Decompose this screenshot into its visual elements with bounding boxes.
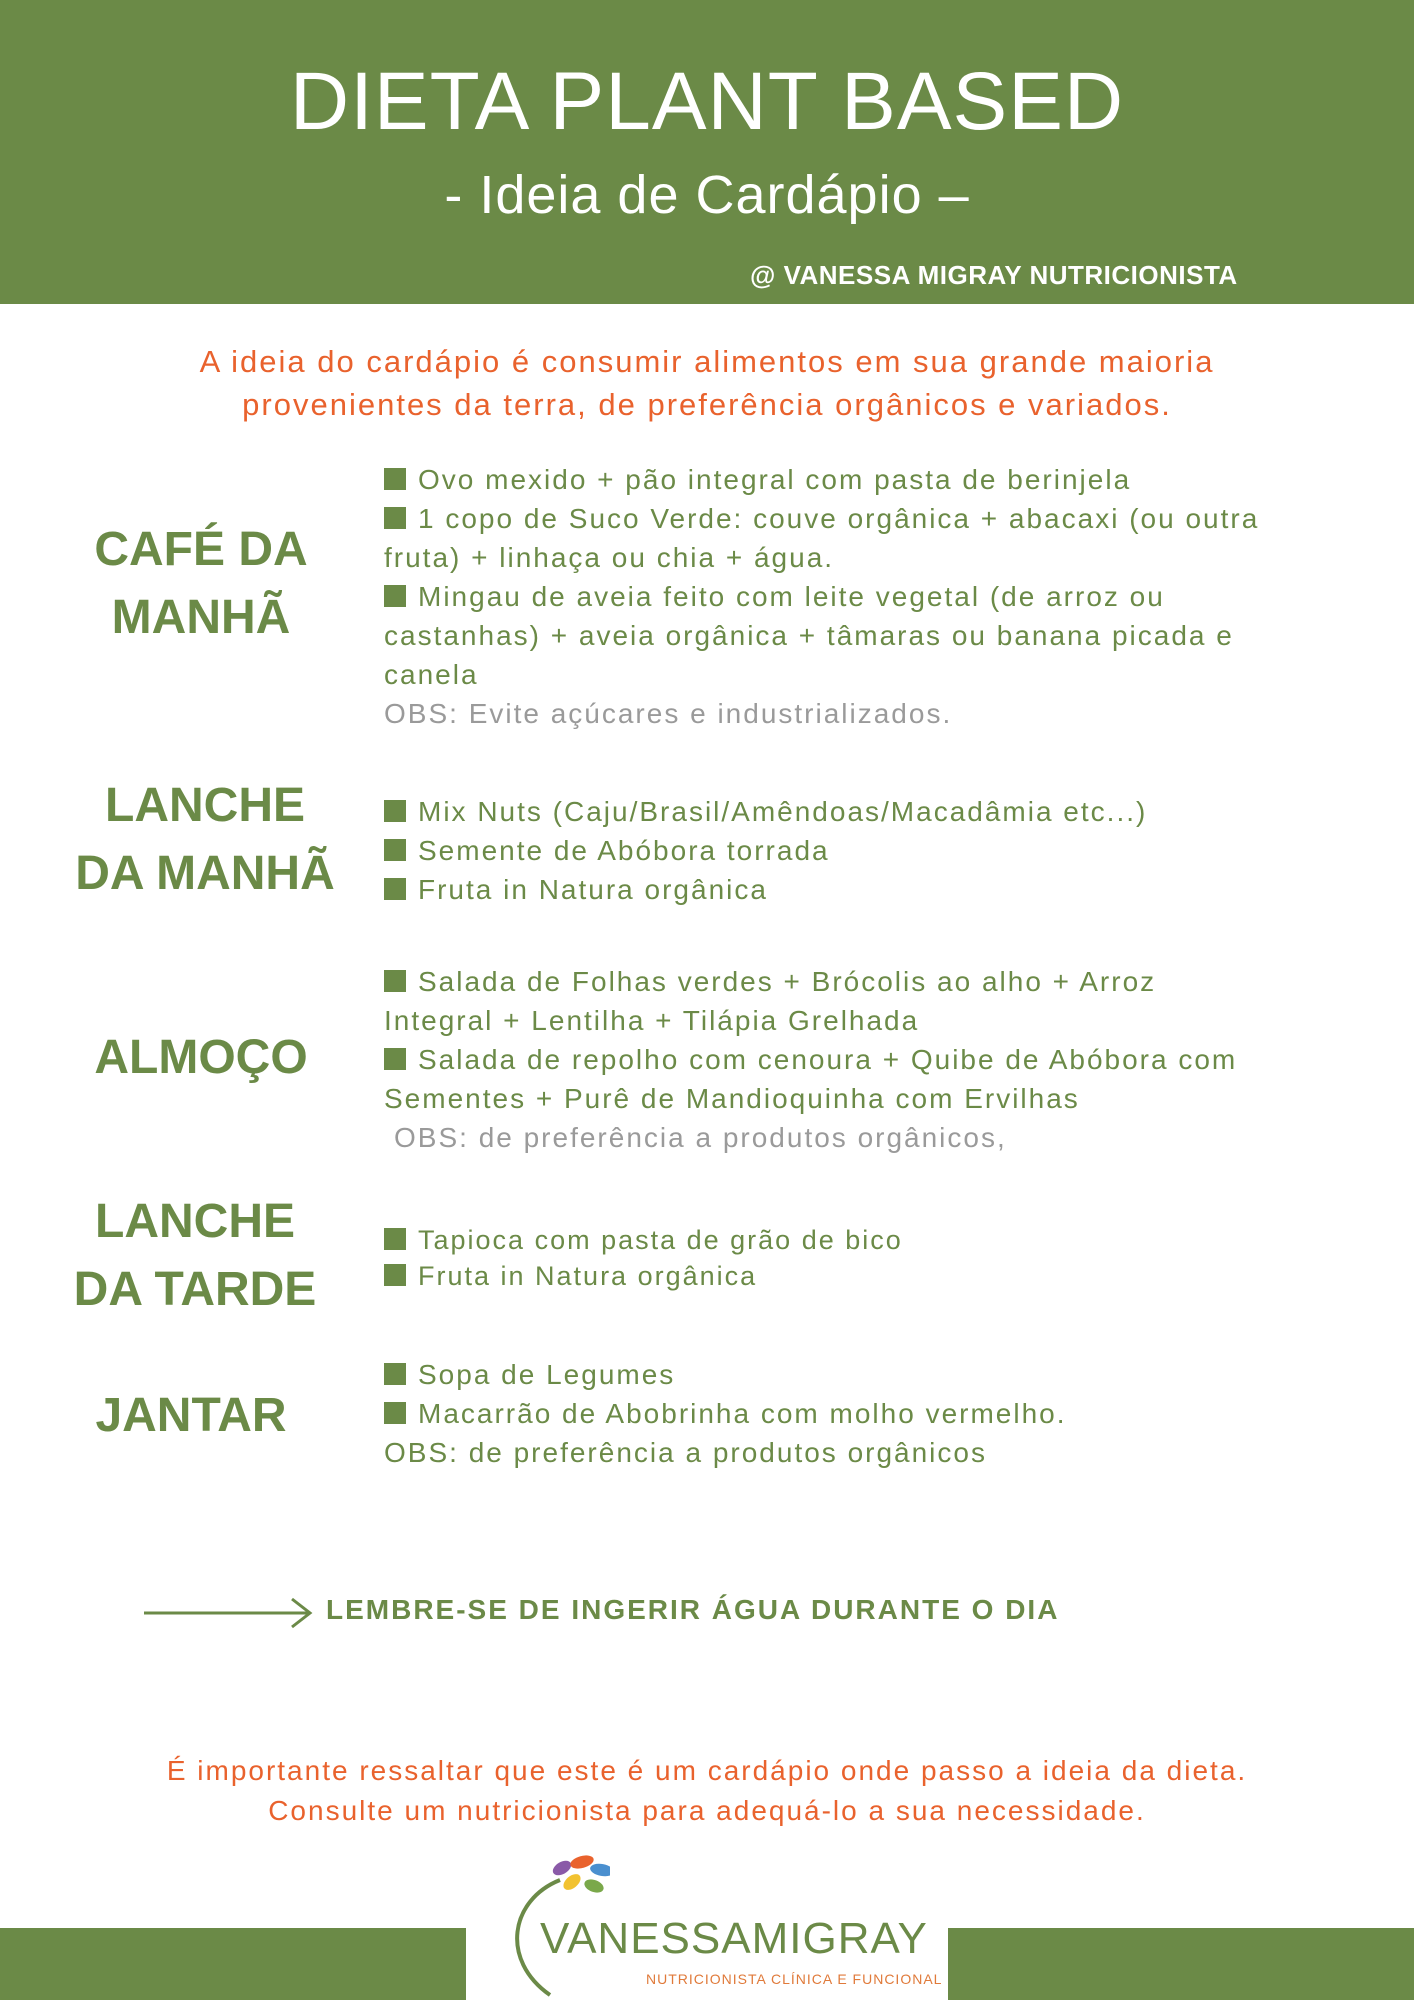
disclaimer-line: É importante ressaltar que este é um cardápio onde passo a ideia da dieta. (166, 1755, 1248, 1786)
square-bullet-icon (384, 1363, 406, 1385)
meal-title-line: MANHÃ (111, 591, 291, 644)
meal-items-lanche-da-manha (384, 792, 1394, 909)
item-text: Sopa de Legumes (418, 1359, 676, 1390)
meal-items-almoco (384, 962, 1394, 1157)
meal-items-cafe-da-manha (384, 460, 1394, 733)
disclaimer-line: Consulte um nutricionista para adequá-lo a sua necessidade. (268, 1795, 1146, 1826)
meal-title-lanche-da-tarde (10, 1188, 380, 1324)
list-item-continued (384, 655, 1394, 694)
meal-title-line: JANTAR (95, 1389, 287, 1442)
item-text: Mingau de aveia feito com leite vegetal (de arroz ou (418, 581, 1165, 612)
square-bullet-icon (384, 839, 406, 861)
item-text: Salada de Folhas verdes + Brócolis ao alho + Arroz (418, 966, 1157, 997)
item-text: Mix Nuts (Caju/Brasil/Amêndoas/Macadâmia etc...) (418, 796, 1148, 827)
page-title: DIETA PLANT BASED (289, 56, 1125, 147)
intro-line: provenientes da terra, de preferência orgânicos e variados. (242, 387, 1172, 422)
meal-title-line: ALMOÇO (94, 1031, 308, 1084)
list-item-continued (384, 1001, 1394, 1040)
obs-note: OBS: Evite açúcares e industrializados. (384, 698, 953, 729)
meal-title-line: LANCHE (105, 779, 305, 832)
item-text: Integral + Lentilha + Tilápia Grelhada (384, 1005, 920, 1036)
meal-title-line: LANCHE (95, 1195, 295, 1248)
square-bullet-icon (384, 585, 406, 607)
meal-items-jantar (384, 1355, 1394, 1472)
item-text: Semente de Abóbora torrada (418, 835, 830, 866)
list-item (384, 1222, 1394, 1258)
item-text: Sementes + Purê de Mandioquinha com Ervilhas (384, 1083, 1080, 1114)
square-bullet-icon (384, 1048, 406, 1070)
item-text: Fruta in Natura orgânica (418, 874, 768, 905)
list-item-continued (384, 616, 1394, 655)
footer-bar-left (0, 1928, 466, 2000)
obs-note: OBS: de preferência a produtos orgânicos (384, 1437, 987, 1468)
square-bullet-icon (384, 1264, 406, 1286)
list-item (384, 1394, 1394, 1433)
meal-title-line: CAFÉ DA (94, 523, 308, 576)
meal-title-lanche-da-manha (20, 772, 390, 908)
list-item (384, 1040, 1394, 1079)
list-item (384, 870, 1394, 909)
page-subtitle: - Ideia de Cardápio – (444, 165, 970, 225)
item-text: Salada de repolho com cenoura + Quibe de Abóbora com (418, 1044, 1238, 1075)
list-item-continued (384, 1079, 1394, 1118)
square-bullet-icon (384, 878, 406, 900)
item-text: castanhas) + aveia orgânica + tâmaras ou banana picada e (384, 620, 1234, 651)
list-item (384, 1355, 1394, 1394)
item-text: Fruta in Natura orgânica (418, 1261, 758, 1291)
author-handle: @ VANESSA MIGRAY NUTRICIONISTA (750, 260, 1238, 290)
square-bullet-icon (384, 1402, 406, 1424)
square-bullet-icon (384, 1228, 406, 1250)
list-item (384, 499, 1394, 538)
item-text: Macarrão de Abobrinha com molho vermelho. (418, 1398, 1067, 1429)
item-text: canela (384, 659, 479, 690)
item-text: fruta) + linhaça ou chia + água. (384, 542, 835, 573)
header-banner (0, 0, 1414, 304)
intro-text (0, 340, 1414, 426)
square-bullet-icon (384, 800, 406, 822)
obs-note: OBS: de preferência a produtos orgânicos, (394, 1122, 1007, 1153)
list-item (384, 460, 1394, 499)
meal-title-almoco (16, 1024, 386, 1092)
intro-line: A ideia do cardápio é consumir alimentos em sua grande maioria (199, 344, 1215, 379)
reminder-text: LEMBRE-SE DE INGERIR ÁGUA DURANTE O DIA (326, 1594, 1060, 1625)
list-item (384, 577, 1394, 616)
square-bullet-icon (384, 507, 406, 529)
brand-logo (490, 1850, 943, 2000)
meal-items-lanche-da-tarde (384, 1222, 1394, 1294)
item-text: Ovo mexido + pão integral com pasta de berinjela (418, 464, 1132, 495)
water-reminder (140, 1585, 1240, 1635)
square-bullet-icon (384, 468, 406, 490)
list-item (384, 792, 1394, 831)
item-text: 1 copo de Suco Verde: couve orgânica + abacaxi (ou outra (418, 503, 1260, 534)
disclaimer-text (0, 1751, 1414, 1831)
list-item (384, 1258, 1394, 1294)
list-item-continued (384, 538, 1394, 577)
footer-bar-right (948, 1928, 1414, 2000)
list-item (384, 831, 1394, 870)
meal-title-jantar (6, 1382, 376, 1450)
arrow-right-icon (140, 1585, 320, 1635)
meal-title-line: DA MANHÃ (75, 847, 335, 900)
square-bullet-icon (384, 970, 406, 992)
item-text: Tapioca com pasta de grão de bico (418, 1225, 903, 1255)
meal-title-line: DA TARDE (73, 1263, 317, 1316)
meal-title-cafe-da-manha (16, 516, 386, 652)
logo-name: VANESSAMIGRAY (540, 1914, 928, 1963)
list-item (384, 962, 1394, 1001)
logo-tagline: NUTRICIONISTA CLÍNICA E FUNCIONAL (646, 1971, 943, 1987)
